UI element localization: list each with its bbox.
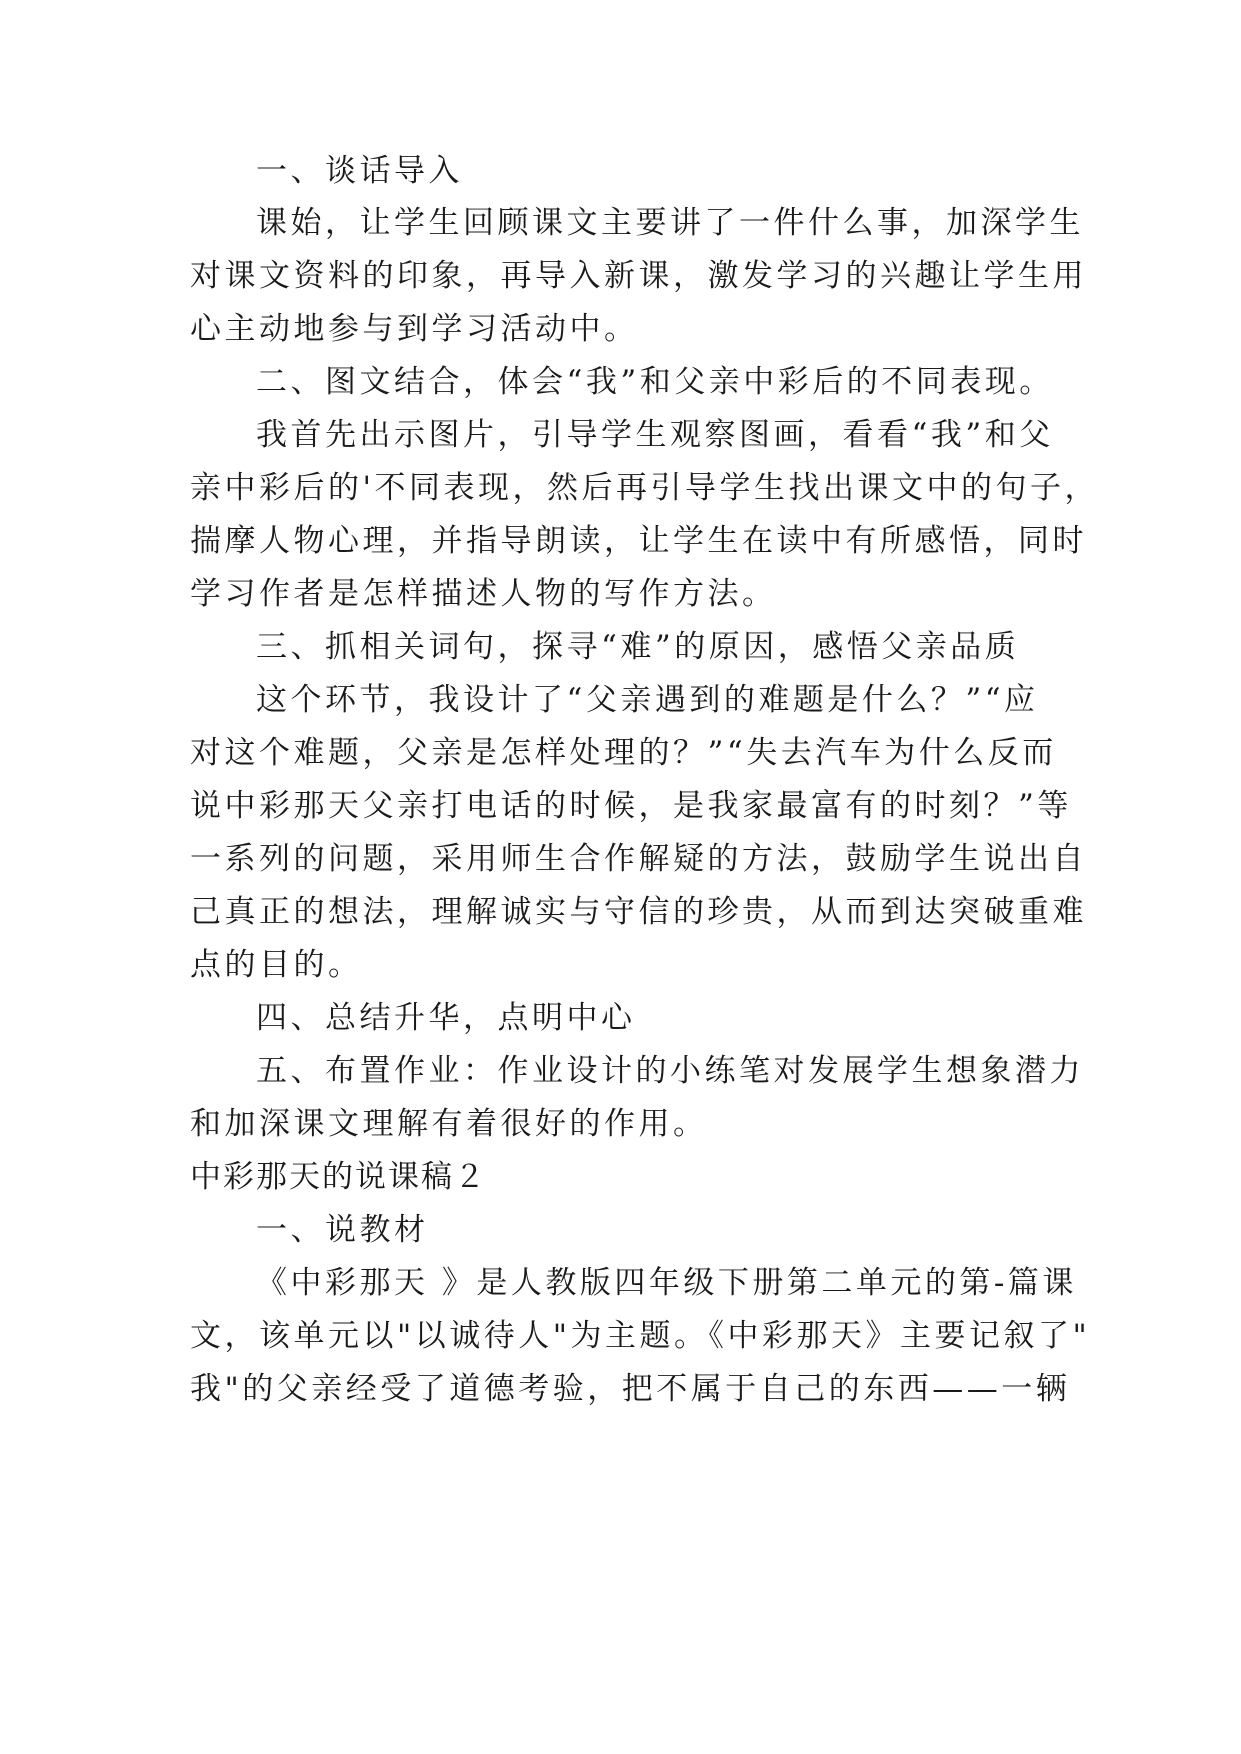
section-heading: 一、谈话导入	[256, 153, 463, 189]
paragraph-line: 我"的父亲经受了道德考验，把不属于自己的东西——一辆	[190, 1371, 1071, 1407]
paragraph-line: 和加深课文理解有着很好的作用。	[190, 1106, 708, 1142]
section-heading: 三、抓相关词句，探寻“难”的原因，感悟父亲品质	[256, 629, 1020, 665]
paragraph-line: 对这个难题，父亲是怎样处理的？”“失去汽车为什么反而	[190, 735, 1057, 771]
paragraph-line: 我首先出示图片，引导学生观察图画，看看“我”和父	[256, 417, 1054, 453]
document-subtitle: 中彩那天的说课稿２	[190, 1159, 487, 1195]
paragraph-line: 揣摩人物心理，并指导朗读，让学生在读中有所感悟，同时	[190, 523, 1087, 559]
paragraph-line: 课始，让学生回顾课文主要讲了一件什么事，加深学生	[256, 205, 1084, 241]
paragraph-line: 文，该单元以"以诚待人"为主题。《中彩那天》主要记叙了"	[190, 1318, 1091, 1354]
paragraph-line: 点的目的。	[190, 947, 363, 983]
section-heading: 四、总结升华，点明中心	[256, 1000, 636, 1036]
section-heading: 二、图文结合，体会“我”和父亲中彩后的不同表现。	[256, 364, 1054, 400]
paragraph-line: 心主动地参与到学习活动中。	[190, 311, 639, 347]
section-heading: 一、说教材	[256, 1212, 429, 1248]
paragraph-line: 学习作者是怎样描述人物的写作方法。	[190, 576, 777, 612]
section-heading: 五、布置作业：作业设计的小练笔对发展学生想象潜力	[256, 1053, 1084, 1089]
paragraph-line: 这个环节，我设计了“父亲遇到的难题是什么？”“应	[256, 682, 1039, 718]
paragraph-line: 对课文资料的印象，再导入新课，激发学习的兴趣让学生用	[190, 258, 1087, 294]
paragraph-line: 《中彩那天 》是人教版四年级下册第二单元的第-篇课	[256, 1265, 1077, 1301]
paragraph-line: 一系列的问题，采用师生合作解疑的方法，鼓励学生说出自	[190, 841, 1087, 877]
paragraph-line: 己真正的想法，理解诚实与守信的珍贵，从而到达突破重难	[190, 894, 1087, 930]
paragraph-line: 亲中彩后的'不同表现，然后再引导学生找出课文中的句子，	[190, 470, 1100, 506]
paragraph-line: 说中彩那天父亲打电话的时候，是我家最富有的时刻？”等	[190, 788, 1072, 824]
